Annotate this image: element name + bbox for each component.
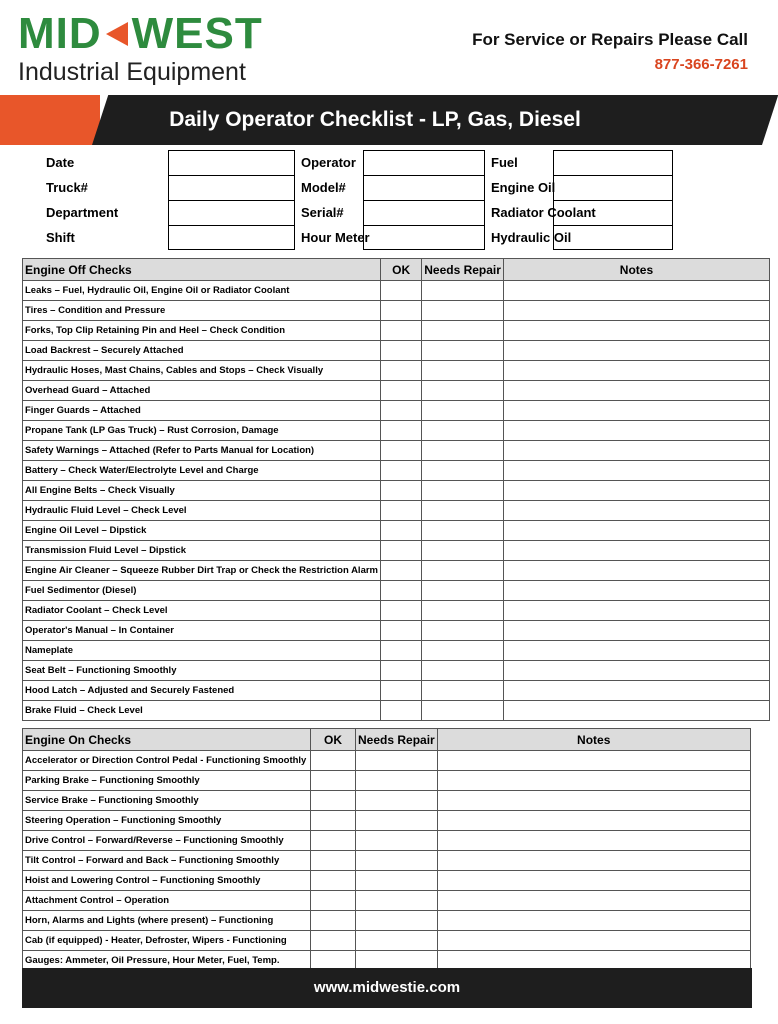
check-item-label: Battery – Check Water/Electrolyte Level and Charge xyxy=(23,461,381,481)
contact-phone: 877-366-7261 xyxy=(654,56,748,73)
check-item-label: Engine Air Cleaner – Squeeze Rubber Dirt Trap or Check the Restriction Alarm xyxy=(23,561,381,581)
ok-checkbox-cell[interactable] xyxy=(311,931,356,951)
table-row xyxy=(23,421,770,441)
check-item-label: Tilt Control – Forward and Back – Functioning Smoothly xyxy=(23,851,311,871)
notes-cell[interactable] xyxy=(503,641,769,661)
check-item-label: Hood Latch – Adjusted and Securely Fastened xyxy=(23,681,381,701)
notes-cell[interactable] xyxy=(503,301,769,321)
needs-repair-checkbox-cell[interactable] xyxy=(356,911,438,931)
needs-repair-checkbox-cell[interactable] xyxy=(356,831,438,851)
ok-checkbox-cell[interactable] xyxy=(381,701,422,721)
notes-cell[interactable] xyxy=(503,601,769,621)
table-row xyxy=(23,791,751,811)
needs-repair-checkbox-cell[interactable] xyxy=(356,751,438,771)
needs-repair-checkbox-cell[interactable] xyxy=(422,441,504,461)
table-row xyxy=(23,441,770,461)
ok-checkbox-cell[interactable] xyxy=(311,791,356,811)
info-label: Hour Meter xyxy=(301,230,370,245)
notes-cell[interactable] xyxy=(503,701,769,721)
needs-repair-checkbox-cell[interactable] xyxy=(422,341,504,361)
notes-cell[interactable] xyxy=(437,771,750,791)
table-row xyxy=(23,501,770,521)
notes-cell[interactable] xyxy=(437,851,750,871)
ok-checkbox-cell[interactable] xyxy=(381,541,422,561)
needs-repair-checkbox-cell[interactable] xyxy=(422,661,504,681)
needs-repair-checkbox-cell[interactable] xyxy=(356,791,438,811)
table-row xyxy=(23,831,751,851)
table-row xyxy=(23,581,770,601)
needs-repair-checkbox-cell[interactable] xyxy=(356,811,438,831)
check-item-label: Safety Warnings – Attached (Refer to Parts Manual for Location) xyxy=(23,441,381,461)
notes-cell[interactable] xyxy=(437,831,750,851)
section-heading: Engine Off Checks xyxy=(23,259,381,281)
check-item-label: Steering Operation – Functioning Smoothly xyxy=(23,811,311,831)
info-input-field[interactable] xyxy=(168,225,295,250)
needs-repair-checkbox-cell[interactable] xyxy=(422,361,504,381)
needs-repair-checkbox-cell[interactable] xyxy=(422,641,504,661)
table-row xyxy=(23,381,770,401)
info-input-field[interactable] xyxy=(553,175,673,200)
needs-repair-checkbox-cell[interactable] xyxy=(422,681,504,701)
contact-line: For Service or Repairs Please Call xyxy=(472,30,748,49)
needs-repair-checkbox-cell[interactable] xyxy=(422,561,504,581)
notes-cell[interactable] xyxy=(503,421,769,441)
notes-cell[interactable] xyxy=(503,401,769,421)
section-heading: Engine On Checks xyxy=(23,729,311,751)
banner-accent xyxy=(0,95,100,145)
logo-subtitle: Industrial Equipment xyxy=(18,58,246,86)
needs-repair-checkbox-cell[interactable] xyxy=(422,461,504,481)
notes-cell[interactable] xyxy=(503,541,769,561)
logo-west: WEST xyxy=(131,9,263,58)
ok-checkbox-cell[interactable] xyxy=(381,501,422,521)
info-input-field[interactable] xyxy=(168,175,295,200)
table-row xyxy=(23,481,770,501)
check-item-label: Tires – Condition and Pressure xyxy=(23,301,381,321)
table-row xyxy=(23,541,770,561)
notes-cell[interactable] xyxy=(503,661,769,681)
notes-cell[interactable] xyxy=(503,381,769,401)
table-row xyxy=(23,701,770,721)
notes-cell[interactable] xyxy=(437,791,750,811)
ok-checkbox-cell[interactable] xyxy=(381,581,422,601)
info-label: Engine Oil xyxy=(491,180,556,195)
ok-checkbox-cell[interactable] xyxy=(381,441,422,461)
ok-checkbox-cell[interactable] xyxy=(381,481,422,501)
ok-checkbox-cell[interactable] xyxy=(381,661,422,681)
table-header-row xyxy=(23,259,770,281)
needs-repair-column-header: Needs Repair xyxy=(356,729,438,751)
check-item-label: Hoist and Lowering Control – Functioning Smoothly xyxy=(23,871,311,891)
needs-repair-checkbox-cell[interactable] xyxy=(356,931,438,951)
notes-cell[interactable] xyxy=(503,361,769,381)
ok-checkbox-cell[interactable] xyxy=(381,521,422,541)
ok-checkbox-cell[interactable] xyxy=(381,681,422,701)
notes-cell[interactable] xyxy=(437,911,750,931)
notes-cell[interactable] xyxy=(503,581,769,601)
needs-repair-checkbox-cell[interactable] xyxy=(422,601,504,621)
footer-bar xyxy=(22,968,752,1008)
info-input-field[interactable] xyxy=(553,225,673,250)
ok-checkbox-cell[interactable] xyxy=(311,751,356,771)
info-input-field[interactable] xyxy=(168,200,295,225)
check-item-label: Hydraulic Fluid Level – Check Level xyxy=(23,501,381,521)
needs-repair-checkbox-cell[interactable] xyxy=(356,851,438,871)
needs-repair-checkbox-cell[interactable] xyxy=(422,481,504,501)
check-item-label: Radiator Coolant – Check Level xyxy=(23,601,381,621)
notes-cell[interactable] xyxy=(503,501,769,521)
check-item-label: Forks, Top Clip Retaining Pin and Heel – Check Condition xyxy=(23,321,381,341)
check-item-label: Cab (if equipped) - Heater, Defroster, Wipers - Functioning xyxy=(23,931,311,951)
needs-repair-checkbox-cell[interactable] xyxy=(422,421,504,441)
table-row xyxy=(23,751,751,771)
needs-repair-checkbox-cell[interactable] xyxy=(356,871,438,891)
table-row xyxy=(23,561,770,581)
ok-checkbox-cell[interactable] xyxy=(381,421,422,441)
footer-url[interactable]: www.midwestie.com xyxy=(313,979,461,996)
info-label: Model# xyxy=(301,180,346,195)
check-item-label: Gauges: Ammeter, Oil Pressure, Hour Meter, Fuel, Temp. xyxy=(23,951,311,971)
table-header-row xyxy=(23,729,751,751)
notes-cell[interactable] xyxy=(503,621,769,641)
ok-checkbox-cell[interactable] xyxy=(381,621,422,641)
info-label: Radiator Coolant xyxy=(491,205,596,220)
check-item-label: Drive Control – Forward/Reverse – Functioning Smoothly xyxy=(23,831,311,851)
info-input-field[interactable] xyxy=(363,175,485,200)
table-row xyxy=(23,461,770,481)
ok-checkbox-cell[interactable] xyxy=(381,301,422,321)
table-row xyxy=(23,301,770,321)
needs-repair-checkbox-cell[interactable] xyxy=(422,541,504,561)
needs-repair-checkbox-cell[interactable] xyxy=(356,771,438,791)
notes-cell[interactable] xyxy=(437,751,750,771)
ok-checkbox-cell[interactable] xyxy=(381,321,422,341)
notes-cell[interactable] xyxy=(503,561,769,581)
ok-checkbox-cell[interactable] xyxy=(381,401,422,421)
notes-cell[interactable] xyxy=(437,891,750,911)
engine-on-table xyxy=(22,728,751,971)
check-item-label: Horn, Alarms and Lights (where present) – Functioning xyxy=(23,911,311,931)
check-item-label: Brake Fluid – Check Level xyxy=(23,701,381,721)
ok-checkbox-cell[interactable] xyxy=(311,851,356,871)
table-row xyxy=(23,621,770,641)
check-item-label: Leaks – Fuel, Hydraulic Oil, Engine Oil or Radiator Coolant xyxy=(23,281,381,301)
ok-checkbox-cell[interactable] xyxy=(311,891,356,911)
needs-repair-checkbox-cell[interactable] xyxy=(422,501,504,521)
info-label: Truck# xyxy=(46,180,88,195)
page-title: Daily Operator Checklist - LP, Gas, Diesel xyxy=(169,108,581,131)
ok-checkbox-cell[interactable] xyxy=(381,461,422,481)
info-input-field[interactable] xyxy=(363,150,485,175)
needs-repair-checkbox-cell[interactable] xyxy=(422,701,504,721)
check-item-label: Seat Belt – Functioning Smoothly xyxy=(23,661,381,681)
ok-column-header: OK xyxy=(381,259,422,281)
table-row xyxy=(23,601,770,621)
table-row xyxy=(23,401,770,421)
table-row xyxy=(23,281,770,301)
check-item-label: Operator's Manual – In Container xyxy=(23,621,381,641)
contact-block xyxy=(472,30,748,73)
info-input-field[interactable] xyxy=(168,150,295,175)
table-row xyxy=(23,321,770,341)
table-row xyxy=(23,361,770,381)
info-label: Date xyxy=(46,155,75,170)
needs-repair-checkbox-cell[interactable] xyxy=(422,381,504,401)
notes-column-header: Notes xyxy=(437,729,750,751)
notes-cell[interactable] xyxy=(503,281,769,301)
needs-repair-checkbox-cell[interactable] xyxy=(422,281,504,301)
table-row xyxy=(23,521,770,541)
ok-checkbox-cell[interactable] xyxy=(381,341,422,361)
check-item-label: Engine Oil Level – Dipstick xyxy=(23,521,381,541)
table-row xyxy=(23,811,751,831)
table-row xyxy=(23,341,770,361)
ok-checkbox-cell[interactable] xyxy=(311,811,356,831)
table-row xyxy=(23,891,751,911)
info-input-field[interactable] xyxy=(363,225,485,250)
info-label: Operator xyxy=(301,155,356,170)
check-item-label: Finger Guards – Attached xyxy=(23,401,381,421)
info-label: Fuel xyxy=(491,155,518,170)
info-input-field[interactable] xyxy=(553,150,673,175)
ok-checkbox-cell[interactable] xyxy=(311,911,356,931)
table-row xyxy=(23,771,751,791)
ok-checkbox-cell[interactable] xyxy=(381,641,422,661)
check-item-label: Load Backrest – Securely Attached xyxy=(23,341,381,361)
ok-checkbox-cell[interactable] xyxy=(381,601,422,621)
needs-repair-checkbox-cell[interactable] xyxy=(422,581,504,601)
needs-repair-checkbox-cell[interactable] xyxy=(422,301,504,321)
needs-repair-checkbox-cell[interactable] xyxy=(356,891,438,911)
notes-cell[interactable] xyxy=(437,871,750,891)
info-label: Shift xyxy=(46,230,75,245)
ok-checkbox-cell[interactable] xyxy=(381,381,422,401)
check-item-label: Overhead Guard – Attached xyxy=(23,381,381,401)
table-row xyxy=(23,681,770,701)
notes-cell[interactable] xyxy=(503,521,769,541)
table-row xyxy=(23,911,751,931)
check-item-label: Hydraulic Hoses, Mast Chains, Cables and Stops – Check Visually xyxy=(23,361,381,381)
logo-mid: MID xyxy=(18,9,102,58)
ok-checkbox-cell[interactable] xyxy=(381,361,422,381)
notes-cell[interactable] xyxy=(503,341,769,361)
check-item-label: All Engine Belts – Check Visually xyxy=(23,481,381,501)
notes-cell[interactable] xyxy=(503,681,769,701)
ok-checkbox-cell[interactable] xyxy=(311,831,356,851)
needs-repair-checkbox-cell[interactable] xyxy=(422,321,504,341)
info-input-field[interactable] xyxy=(363,200,485,225)
company-logo xyxy=(18,9,263,86)
needs-repair-checkbox-cell[interactable] xyxy=(422,521,504,541)
table-row xyxy=(23,871,751,891)
info-label: Hydraulic Oil xyxy=(491,230,572,245)
check-item-label: Nameplate xyxy=(23,641,381,661)
logo-wordmark xyxy=(18,9,263,58)
check-item-label: Accelerator or Direction Control Pedal - Functioning Smoothly xyxy=(23,751,311,771)
notes-cell[interactable] xyxy=(503,321,769,341)
table-row xyxy=(23,661,770,681)
notes-cell[interactable] xyxy=(503,441,769,461)
engine-off-table xyxy=(22,258,770,721)
info-form xyxy=(40,150,760,250)
needs-repair-checkbox-cell[interactable] xyxy=(422,401,504,421)
check-item-label: Propane Tank (LP Gas Truck) – Rust Corrosion, Damage xyxy=(23,421,381,441)
needs-repair-checkbox-cell[interactable] xyxy=(422,621,504,641)
info-label: Department xyxy=(46,205,119,220)
check-item-label: Service Brake – Functioning Smoothly xyxy=(23,791,311,811)
notes-column-header: Notes xyxy=(503,259,769,281)
ok-checkbox-cell[interactable] xyxy=(381,561,422,581)
needs-repair-column-header: Needs Repair xyxy=(422,259,504,281)
table-row xyxy=(23,931,751,951)
notes-cell[interactable] xyxy=(437,931,750,951)
info-label: Serial# xyxy=(301,205,344,220)
table-row xyxy=(23,641,770,661)
notes-cell[interactable] xyxy=(503,481,769,501)
notes-cell[interactable] xyxy=(437,811,750,831)
ok-checkbox-cell[interactable] xyxy=(311,771,356,791)
info-input-field[interactable] xyxy=(553,200,673,225)
ok-column-header: OK xyxy=(311,729,356,751)
check-item-label: Attachment Control – Operation xyxy=(23,891,311,911)
check-item-label: Transmission Fluid Level – Dipstick xyxy=(23,541,381,561)
ok-checkbox-cell[interactable] xyxy=(311,871,356,891)
notes-cell[interactable] xyxy=(503,461,769,481)
logo-arrow-icon xyxy=(106,22,128,46)
check-item-label: Fuel Sedimentor (Diesel) xyxy=(23,581,381,601)
ok-checkbox-cell[interactable] xyxy=(381,281,422,301)
check-item-label: Parking Brake – Functioning Smoothly xyxy=(23,771,311,791)
table-row xyxy=(23,851,751,871)
